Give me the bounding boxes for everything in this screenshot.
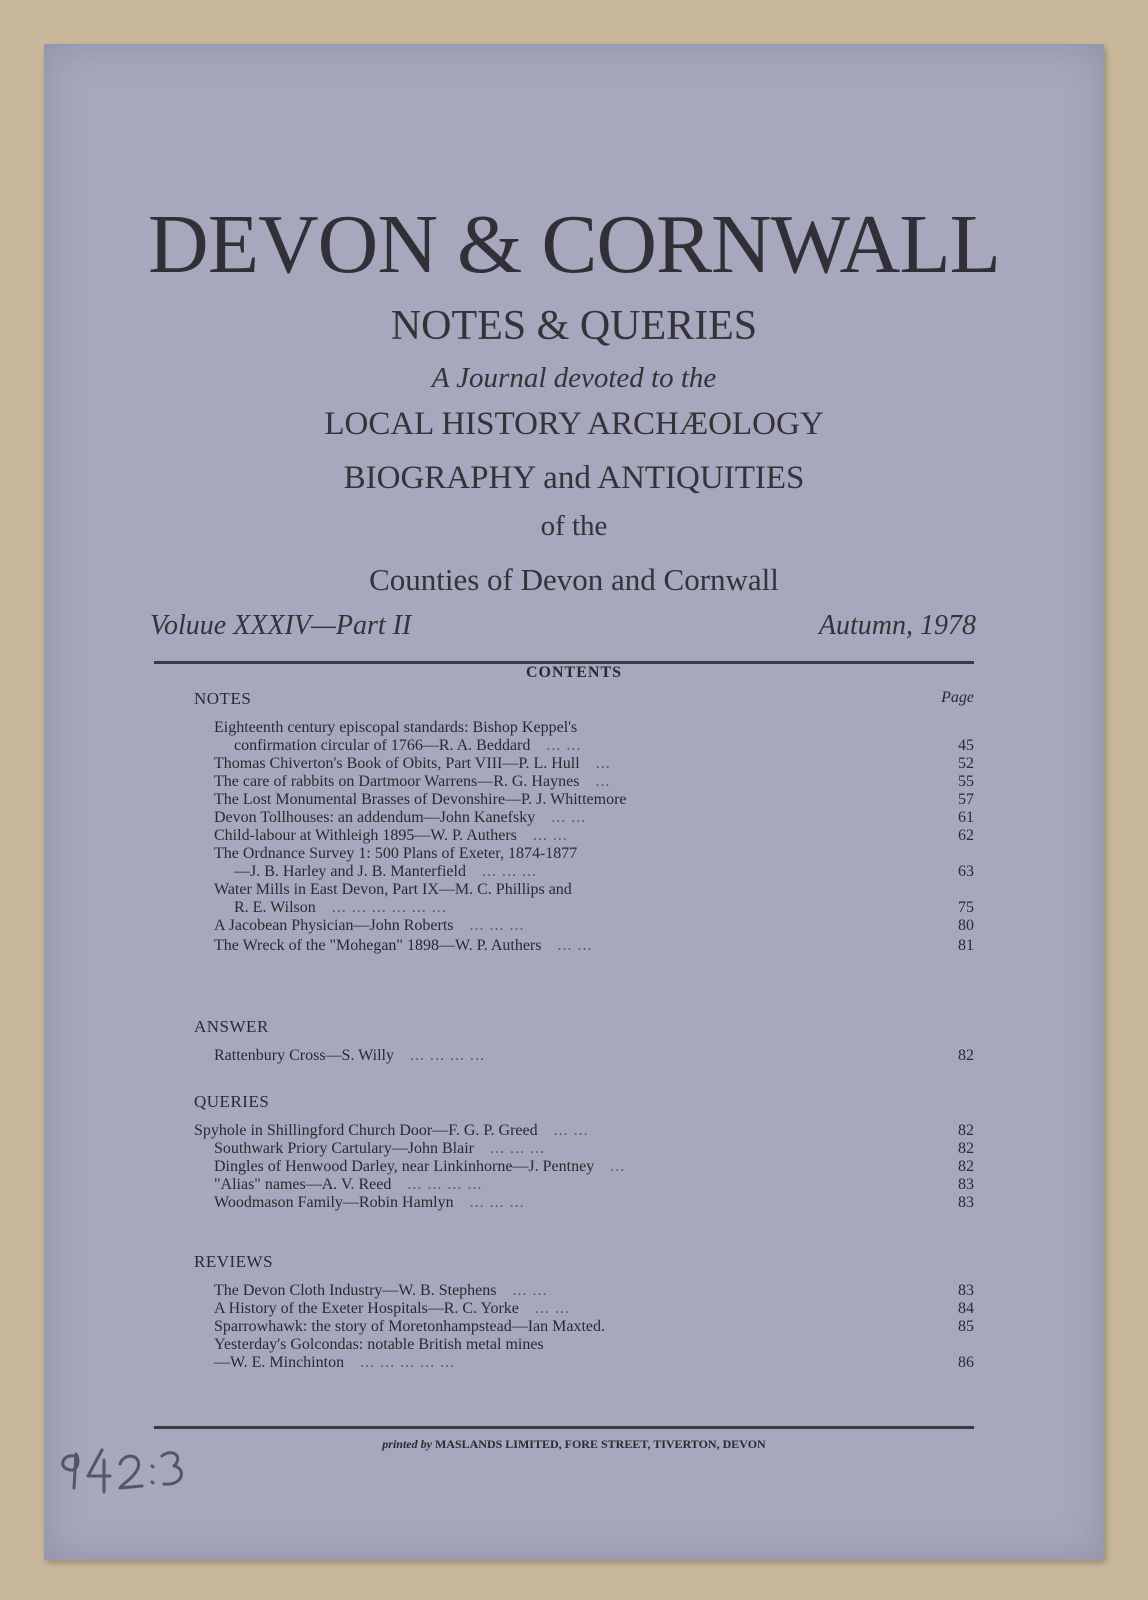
bottom-rule	[154, 1426, 974, 1429]
toc-entry	[214, 881, 974, 899]
subject-line-4: Counties of Devon and Cornwall	[369, 562, 779, 597]
toc-entry	[194, 1122, 974, 1140]
toc-page-number: 80	[958, 917, 974, 934]
printer-name: MASLANDS LIMITED, FORE STREET, TIVERTON, DEVON	[434, 1437, 766, 1451]
toc-leader-dots: ...	[610, 1158, 626, 1175]
toc-entry	[214, 1318, 974, 1336]
toc-page-number: 86	[958, 1354, 974, 1371]
toc-entry	[214, 1282, 974, 1300]
handwritten-shelfmark	[44, 1426, 194, 1506]
toc-page-number: 55	[958, 773, 974, 790]
toc-leader-dots: ... ... ...	[469, 917, 525, 934]
toc-entry	[214, 1354, 974, 1372]
toc-leader-dots: ... ...	[532, 827, 568, 844]
toc-entry-title: Eighteenth century episcopal standards: Bishop Keppel's	[214, 719, 578, 736]
toc-leader-dots: ... ...	[534, 1300, 570, 1317]
toc-leader-dots: ... ... ... ...	[407, 1176, 483, 1193]
toc-entry-title: Water Mills in East Devon, Part IX—M. C. Phillips and	[214, 881, 572, 898]
journal-cover	[44, 44, 1104, 1560]
toc-entry	[214, 755, 974, 773]
toc-entry-title: Spyhole in Shillingford Church Door—F. G. P. Greed	[194, 1122, 538, 1139]
journal-subtitle: NOTES & QUERIES	[390, 303, 758, 349]
toc-page-number: 84	[958, 1300, 974, 1317]
printed-by-label: printed by	[382, 1437, 432, 1451]
toc-entry-title: The Wreck of the "Mohegan" 1898—W. P. Authers	[214, 937, 542, 954]
toc-leader-dots: ... ... ...	[489, 1140, 545, 1157]
toc-entry-title: —W. E. Minchinton	[214, 1354, 345, 1371]
toc-page-number: 82	[958, 1140, 974, 1157]
toc-page-number: 52	[958, 755, 974, 772]
toc-page-number: 85	[958, 1318, 974, 1335]
toc-leader-dots: ...	[595, 773, 611, 790]
toc-page-number: 81	[958, 937, 974, 954]
reviews-heading: REVIEWS	[194, 1252, 274, 1271]
toc-entry-title: A Jacobean Physician—John Roberts	[214, 917, 454, 934]
toc-entry-title: "Alias" names—A. V. Reed	[214, 1176, 392, 1193]
toc-entry	[234, 737, 974, 755]
toc-entry-title: Devon Tollhouses: an addendum—John Kanefsky	[214, 809, 536, 826]
toc-entry	[234, 863, 974, 881]
toc-page-number: 45	[958, 737, 974, 754]
toc-page-number: 62	[958, 827, 974, 844]
toc-page-number: 83	[958, 1282, 974, 1299]
toc-leader-dots: ... ... ... ...	[409, 1047, 485, 1064]
toc-leader-dots: ... ...	[546, 737, 582, 754]
toc-page-number: 61	[958, 809, 974, 826]
toc-page-number: 63	[958, 863, 974, 880]
toc-leader-dots: ... ...	[553, 1122, 589, 1139]
toc-entry-title: Thomas Chiverton's Book of Obits, Part VIII—P. L. Hull	[214, 755, 580, 772]
toc-leader-dots: ... ... ... ... ... ...	[331, 899, 447, 916]
printer-imprint	[44, 1437, 1104, 1452]
toc-page-number: 83	[958, 1176, 974, 1193]
answer-heading: ANSWER	[194, 1017, 269, 1036]
toc-entry	[214, 1140, 974, 1158]
toc-page-number: 75	[958, 899, 974, 916]
toc-leader-dots: ...	[595, 755, 611, 772]
toc-leader-dots: ... ...	[557, 937, 593, 954]
toc-entry	[214, 1300, 974, 1318]
toc-entry-title: confirmation circular of 1766—R. A. Beddard	[234, 737, 531, 754]
toc-entry	[214, 827, 974, 845]
queries-heading: QUERIES	[194, 1092, 270, 1111]
toc-leader-dots: ... ... ... ... ...	[360, 1354, 456, 1371]
toc-entry	[214, 791, 974, 809]
toc-entry	[214, 809, 974, 827]
subject-line-2: BIOGRAPHY and ANTIQUITIES	[343, 460, 805, 496]
toc-entry-title: Rattenbury Cross—S. Willy	[214, 1047, 394, 1064]
toc-entry	[214, 719, 974, 737]
notes-heading: NOTES	[194, 689, 252, 708]
toc-page-number: 57	[958, 791, 974, 808]
toc-entry-title: Sparrowhawk: the story of Moretonhampstead—Ian Maxted.	[214, 1318, 606, 1335]
subject-line-1: LOCAL HISTORY ARCHÆOLOGY	[324, 406, 824, 442]
toc-entry-title: The Lost Monumental Brasses of Devonshire—P. J. Whittemore	[214, 791, 627, 808]
toc-entry	[214, 1158, 974, 1176]
journal-intro: A Journal devoted to the	[431, 362, 717, 394]
toc-entry-title: Yesterday's Golcondas: notable British metal mines	[214, 1336, 544, 1353]
toc-page-number: 82	[958, 1047, 974, 1064]
toc-entry	[214, 1336, 974, 1354]
toc-page-number: 82	[958, 1158, 974, 1175]
contents-heading: CONTENTS	[525, 664, 623, 681]
toc-entry	[214, 1176, 974, 1194]
page-column-label: Page	[941, 689, 974, 706]
toc-entry-title: The Ordnance Survey 1: 500 Plans of Exeter, 1874-1877	[214, 845, 578, 862]
toc-entry	[214, 773, 974, 791]
subject-line-3: of the	[540, 510, 608, 542]
toc-entry-title: The Devon Cloth Industry—W. B. Stephens	[214, 1282, 497, 1299]
toc-entry-title: R. E. Wilson	[234, 899, 316, 916]
toc-entry	[214, 1047, 974, 1065]
toc-entry	[214, 937, 974, 955]
journal-title: DEVON & CORNWALL	[148, 198, 1000, 291]
toc-entry	[234, 899, 974, 917]
toc-page-number: 82	[958, 1122, 974, 1139]
toc-leader-dots: ... ...	[551, 809, 587, 826]
toc-entry-title: Southwark Priory Cartulary—John Blair	[214, 1140, 474, 1157]
toc-entry-title: Dingles of Henwood Darley, near Linkinhorne—J. Pentney	[214, 1158, 595, 1175]
toc-entry-title: Woodmason Family—Robin Hamlyn	[214, 1194, 454, 1211]
toc-entry	[214, 845, 974, 863]
issue-date: Autumn, 1978	[818, 610, 976, 641]
toc-leader-dots: ... ... ...	[481, 863, 537, 880]
toc-entry	[214, 917, 974, 935]
toc-leader-dots: ... ...	[512, 1282, 548, 1299]
toc-entry-title: —J. B. Harley and J. B. Manterfield	[234, 863, 466, 880]
toc-entry-title: A History of the Exeter Hospitals—R. C. Yorke	[214, 1300, 519, 1317]
toc-entry-title: Child-labour at Withleigh 1895—W. P. Authers	[214, 827, 517, 844]
toc-leader-dots: ... ... ...	[469, 1194, 525, 1211]
toc-entry	[214, 1194, 974, 1212]
toc-page-number: 83	[958, 1194, 974, 1211]
volume-label: Voluue XXXIV—Part II	[150, 610, 412, 641]
toc-entry-title: The care of rabbits on Dartmoor Warrens—R. G. Haynes	[214, 773, 580, 790]
